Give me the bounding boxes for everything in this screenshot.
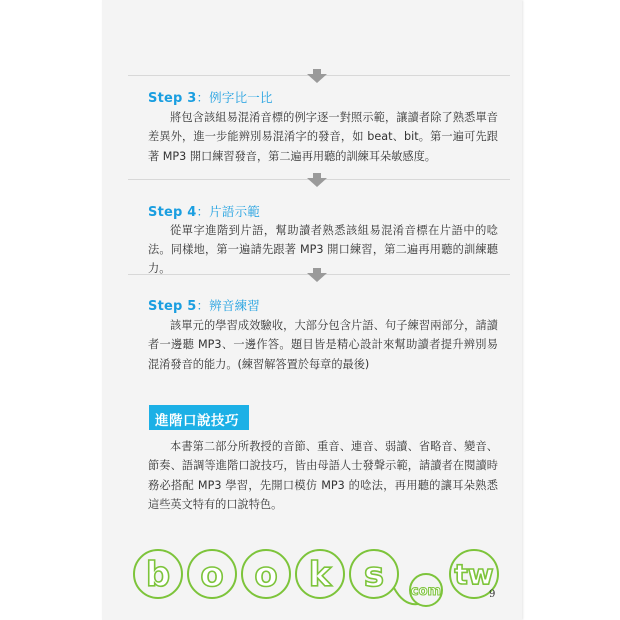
step-3-heading <box>148 88 273 106</box>
step-3-label: Step 3 <box>148 91 197 106</box>
down-arrow-icon <box>307 173 327 187</box>
section-banner <box>149 405 249 430</box>
watermark-letter: com <box>410 584 442 599</box>
watermark-letter: s <box>363 555 385 595</box>
step-3-text: 將包含該組易混淆音標的例字逐一對照示範，讓讀者除了熟悉單音差異外，進一步能辨別易混淆字的發音，如 beat、bit。第一遍可先跟著 MP3 開口練習發音，第二遍再用聽的訓練耳朵敏感度。 <box>148 111 498 163</box>
step-4-subtitle: ：片語示範 <box>196 204 260 219</box>
step-5-text: 該單元的學習成效驗收，大部分包含片語、句子練習兩部分，請讀者一邊聽 MP3、一邊作答。題目皆是精心設計來幫助讀者提升辨別易混淆發音的能力。(練習解答置於每章的最後) <box>148 319 498 371</box>
watermark-letter: b <box>145 555 171 595</box>
page-number: 9 <box>489 589 496 600</box>
down-arrow-icon <box>307 69 327 83</box>
step-5-subtitle: ：辨音練習 <box>196 298 260 313</box>
watermark-letter: o <box>254 555 278 595</box>
step-4-text: 從單字進階到片語，幫助讀者熟悉該組易混淆音標在片語中的唸法。同樣地，第一遍請先跟著 MP3 開口練習，第二遍再用聽的訓練聽力。 <box>148 224 498 275</box>
watermark-letter: o <box>200 555 224 595</box>
step-5-label: Step 5 <box>148 299 197 314</box>
step-4-label: Step 4 <box>148 205 197 220</box>
section-title: 進階口說技巧 <box>155 413 239 429</box>
step-3-subtitle: ：例字比一比 <box>196 90 273 105</box>
watermark-letter: k <box>308 555 332 595</box>
books-watermark <box>128 548 516 612</box>
step-5-heading <box>148 296 260 314</box>
section-text: 本書第二部分所教授的音節、重音、連音、弱讀、省略音、變音、節奏、語調等進階口說技巧，皆由母語人士發聲示範，請讀者在閱讀時務必搭配 MP3 學習，先開口模仿 MP3 的唸法，再用聽的讓耳朵熟悉這些英文特有的口說特色。 <box>148 440 498 512</box>
step-4-heading <box>148 202 260 220</box>
watermark-letter: tw <box>454 558 494 591</box>
